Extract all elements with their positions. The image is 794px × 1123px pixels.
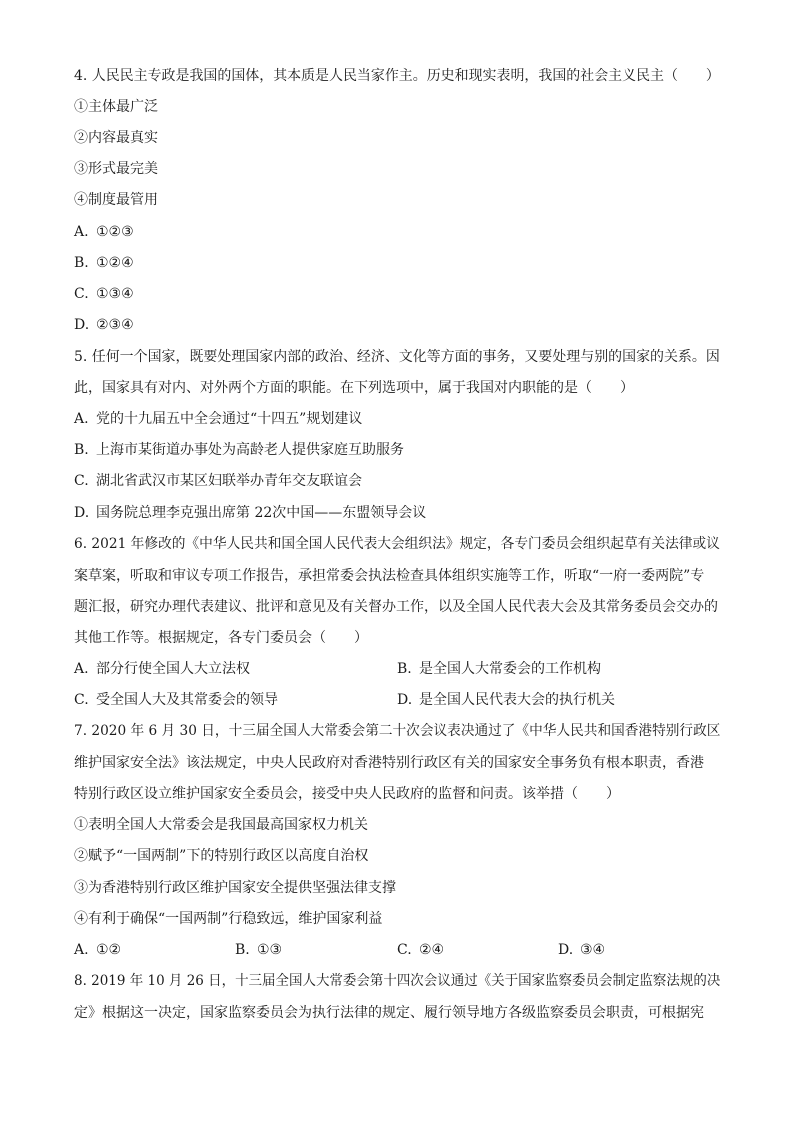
- q5-option-a[interactable]: [74, 410, 362, 428]
- q7-stem-line1: 7. 2020 年 6 月 30 日，十三届全国人大常委会第二十次会议表决通过了《中华人民共和国香港特别行政区: [74, 723, 721, 739]
- option-text: ①③: [257, 942, 283, 958]
- option-label: A.: [74, 411, 89, 427]
- q4-option-b[interactable]: [74, 254, 134, 272]
- q7-item-1: ①表明全国人大常委会是我国最高国家权力机关: [74, 817, 368, 833]
- q6-option-b[interactable]: [397, 660, 601, 678]
- q5-option-d[interactable]: [74, 504, 426, 522]
- q7-item-2: ②赋予“一国两制”下的特别行政区以高度自治权: [74, 848, 369, 864]
- q5-option-c[interactable]: [74, 472, 362, 490]
- option-text: 是全国人民代表大会的执行机关: [419, 692, 615, 708]
- q5-stem-line2: 此，国家具有对内、对外两个方面的职能。在下列选项中，属于我国对内职能的是（ ）: [74, 380, 634, 396]
- q6-option-d[interactable]: [397, 691, 615, 709]
- option-label: A.: [74, 661, 89, 677]
- option-text: ②④: [419, 942, 445, 958]
- q6-stem-line2: 案草案，听取和审议专项工作报告，承担常委会执法检查具体组织实施等工作，听取“一府一委两院”专: [74, 568, 705, 584]
- option-text: ③④: [580, 942, 606, 958]
- option-text: 是全国人大常委会的工作机构: [419, 661, 601, 677]
- option-text: ②③④: [96, 317, 134, 333]
- q7-option-b[interactable]: [235, 941, 282, 959]
- option-label: D.: [558, 942, 574, 958]
- option-label: D.: [397, 692, 413, 708]
- q7-option-d[interactable]: [558, 941, 605, 959]
- q4-item-3: ③形式最完美: [74, 161, 158, 177]
- option-text: 受全国人大及其常委会的领导: [96, 692, 278, 708]
- q4-option-c[interactable]: [74, 285, 134, 303]
- q7-option-c[interactable]: [397, 941, 444, 959]
- option-label: C.: [397, 942, 412, 958]
- q6-stem-line1: 6. 2021 年修改的《中华人民共和国全国人民代表大会组织法》规定，各专门委员会组织起草有关法律或议: [74, 536, 720, 552]
- option-label: C.: [74, 692, 89, 708]
- q4-item-4: ④制度最管用: [74, 192, 158, 208]
- option-label: B.: [74, 255, 89, 271]
- option-label: C.: [74, 286, 89, 302]
- q7-stem-line3: 特别行政区设立维护国家安全委员会，接受中央人民政府的监督和问责。该举措（ ）: [74, 786, 620, 802]
- q6-stem-line3: 题汇报，研究办理代表建议、批评和意见及有关督办工作，以及全国人民代表大会及其常务委员会交办的: [74, 599, 718, 615]
- option-label: D.: [74, 317, 90, 333]
- option-text: ①②: [96, 942, 122, 958]
- option-text: 党的十九届五中全会通过“十四五”规划建议: [96, 411, 363, 427]
- option-label: B.: [235, 942, 250, 958]
- q7-stem-line2: 维护国家安全法》该法规定，中央人民政府对香港特别行政区有关的国家安全事务负有根本职责，香港: [74, 755, 704, 771]
- q8-stem-line2: 定》根据这一决定，国家监察委员会为执行法律的规定、履行领导地方各级监察委员会职责，可根据宪: [74, 1005, 704, 1021]
- q4-option-a[interactable]: [74, 223, 134, 241]
- q8-stem-line1: 8. 2019 年 10 月 26 日，十三届全国人大常委会第十四次会议通过《关于国家监察委员会制定监察法规的决: [74, 973, 721, 989]
- q5-option-b[interactable]: [74, 441, 404, 459]
- q7-item-4: ④有利于确保“一国两制”行稳致远，维护国家利益: [74, 911, 383, 927]
- option-label: A.: [74, 942, 89, 958]
- option-text: 部分行使全国人大立法权: [96, 661, 250, 677]
- option-label: B.: [74, 442, 89, 458]
- q6-option-a[interactable]: [74, 660, 250, 678]
- option-label: C.: [74, 473, 89, 489]
- option-text: ①③④: [96, 286, 134, 302]
- q7-option-a[interactable]: [74, 941, 121, 959]
- option-text: ①②③: [96, 224, 134, 240]
- option-text: ①②④: [96, 255, 134, 271]
- q4-item-1: ①主体最广泛: [74, 99, 158, 115]
- q6-stem-line4: 其他工作等。根据规定，各专门委员会（ ）: [74, 630, 368, 646]
- option-text: 湖北省武汉市某区妇联举办青年交友联谊会: [96, 473, 362, 489]
- q4-option-d[interactable]: [74, 316, 134, 334]
- q6-option-c[interactable]: [74, 691, 278, 709]
- q4-item-2: ②内容最真实: [74, 130, 158, 146]
- q5-stem-line1: 5. 任何一个国家，既要处理国家内部的政治、经济、文化等方面的事务，又要处理与别的国家的关系。因: [74, 349, 720, 365]
- option-label: A.: [74, 224, 89, 240]
- q4-stem: 4. 人民民主专政是我国的国体，其本质是人民当家作主。历史和现实表明，我国的社会主义民主（ ）: [74, 68, 720, 84]
- option-label: D.: [74, 505, 90, 521]
- q7-item-3: ③为香港特别行政区维护国家安全提供坚强法律支撑: [74, 880, 396, 896]
- option-label: B.: [397, 661, 412, 677]
- option-text: 国务院总理李克强出席第 22次中国——东盟领导会议: [96, 505, 427, 521]
- option-text: 上海市某街道办事处为高龄老人提供家庭互助服务: [96, 442, 404, 458]
